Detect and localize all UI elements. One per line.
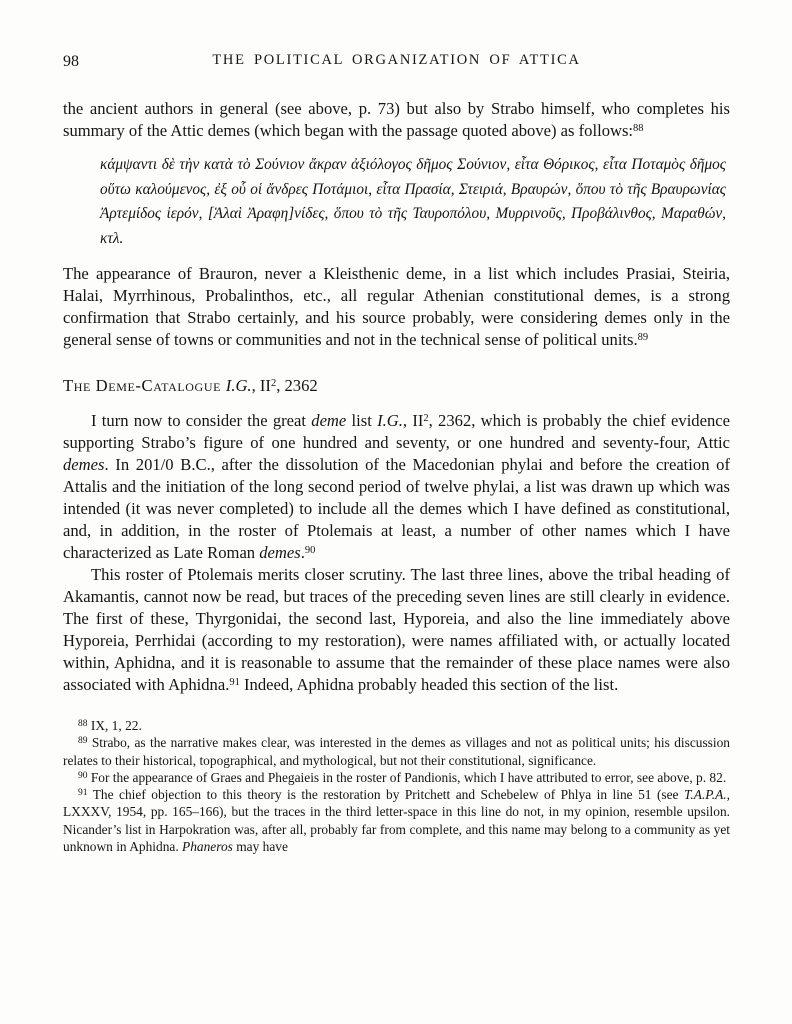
italic-demes: demes xyxy=(259,543,301,562)
footnotes-section xyxy=(63,717,730,855)
footnote-text: The chief objection to this theory is the restoration by Pritchett and Schebelew of Phlya in line 51 (see xyxy=(92,787,684,803)
paragraph-text: I turn now to consider the great xyxy=(91,411,312,430)
footnote-marker: 90 xyxy=(78,770,88,781)
footnote-text: For the appearance of Graes and Phegaieis in the roster of Pandionis, which I have attributed to error, see above, p. 82. xyxy=(90,769,727,785)
heading-superscript: 2 xyxy=(270,378,277,389)
footnote-89 xyxy=(63,734,730,769)
italic-demes: demes xyxy=(63,455,105,474)
footnote-text: may have xyxy=(232,839,288,855)
heading-text: , 2362 xyxy=(276,376,318,395)
paragraph-text: Indeed, Aphidna probably headed this section of the list. xyxy=(239,675,619,694)
footnote-text: , LXXXV, 1954, pp. 165–166), but the traces in the third letter-space in this line do not, in my opinion, resemble upsilon. Nicander’s list in Harpokration was, after all, probably far from complete, and this name may belong to a community as yet unknown in Aphidna. xyxy=(63,787,730,855)
footnote-marker: 89 xyxy=(78,736,88,747)
footnote-ref-88: 88 xyxy=(633,123,644,134)
paragraph-text: , 2362, which is probably the chief evidence supporting Strabo’s figure of one hundred and seventy, or one hundred and seventy-four, Attic xyxy=(63,411,730,452)
footnote-ref-91: 91 xyxy=(229,677,240,688)
greek-text: κάμψαντι δὲ τὴν κατὰ τὸ Σούνιον ἄκραν ἀξιόλογος δῆμος Σούνιον, εἶτα Θόρικος, εἶτα Ποταμὸς δῆμος οὕτω καλούμενος, ἐξ οὗ οἱ ἄνδρες Ποτάμιοι, εἶτα Πρασία, Στειριά, Βραυρών, ὅπου τὸ τῆς Βραυρωνίας Ἀρτεμίδος ἱερόν, [Ἁλαὶ Ἀραφη]νίδες, ὅπου τὸ τῆς Ταυροπόλου, Μυρρινοῦς, Προβάλινθος, Μαραθών, κτλ. xyxy=(100,156,726,247)
footnote-marker: 88 xyxy=(78,719,88,729)
paragraph-text: This roster of Ptolemais merits closer scrutiny. The last three lines, above the tribal heading of Akamantis, cannot now be read, but traces of the preceding seven lines are still clearly in evidence. The first of these, Thyrgonidai, the second last, Hyporeia, and also the line immediately above Hyporeia, Perrhidai (according to my restoration), were names affiliated with, or actually located within, Aphidna, and it is reasonable to assume that the remainder of these place names were also associated with Aphidna. xyxy=(63,565,730,694)
footnote-88 xyxy=(63,717,730,734)
footnote-text: Strabo, as the narrative makes clear, was interested in the demes as villages and not as political units; his discussion relates to their historical, topographical, and mythological, but not their constitutional, significance. xyxy=(63,735,730,768)
paragraph-ptolemais xyxy=(63,564,730,696)
paragraph-text: . xyxy=(300,543,305,562)
italic-tapa: T.A.P.A. xyxy=(683,787,727,803)
section-heading xyxy=(63,376,730,396)
paragraph-text: , II xyxy=(402,411,424,430)
paragraph-brauron xyxy=(63,263,730,351)
italic-deme: deme xyxy=(311,411,347,430)
paragraph-text: the ancient authors in general (see above, p. 73) but also by Strabo himself, who completes his summary of the Attic demes (which began with the passage quoted above) as follows: xyxy=(63,99,730,140)
paragraph-intro xyxy=(63,98,730,142)
heading-text: , II xyxy=(251,376,271,395)
page-header xyxy=(63,52,730,72)
footnote-marker: 91 xyxy=(78,788,88,799)
page-number: 98 xyxy=(63,53,79,70)
footnote-90 xyxy=(63,769,730,786)
footnote-91 xyxy=(63,786,730,855)
footnote-text: IX, 1, 22. xyxy=(90,718,142,733)
footnote-ref-89: 89 xyxy=(637,332,649,343)
superscript-2: 2 xyxy=(423,413,429,424)
greek-quotation xyxy=(100,153,726,251)
page-body xyxy=(63,98,730,696)
italic-phaneros: Phaneros xyxy=(182,839,233,855)
heading-smallcaps: The Deme-Catalogue xyxy=(63,376,226,395)
paragraph-deme-list xyxy=(63,410,730,564)
paragraph-text: The appearance of Brauron, never a Kleisthenic deme, in a list which includes Prasiai, Steiria, Halai, Myrrhinous, Probalinthos, etc., all regular Athenian constitutional demes, is a strong confirmation that Strabo certainly, and his source probably, were considering demes only in the general sense of towns or communities and not in the technical sense of political units. xyxy=(63,264,730,349)
footnote-ref-90: 90 xyxy=(304,545,316,556)
italic-ig: I.G. xyxy=(377,411,403,430)
paragraph-text: list xyxy=(346,411,378,430)
paragraph-text: . In 201/0 B.C., after the dissolution of the Macedonian phylai and before the creation of Attalis and the initiation of the long second period of twelve phylai, a list was drawn up which was intended (it was never completed) to include all the demes which I have defined as constitutional, and, in addition, in the roster of Ptolemais at least, a number of other names which I have characterized as Late Roman xyxy=(63,455,730,562)
running-title: THE POLITICAL ORGANIZATION OF ATTICA xyxy=(212,52,581,68)
heading-italic-ig: I.G. xyxy=(225,376,252,395)
